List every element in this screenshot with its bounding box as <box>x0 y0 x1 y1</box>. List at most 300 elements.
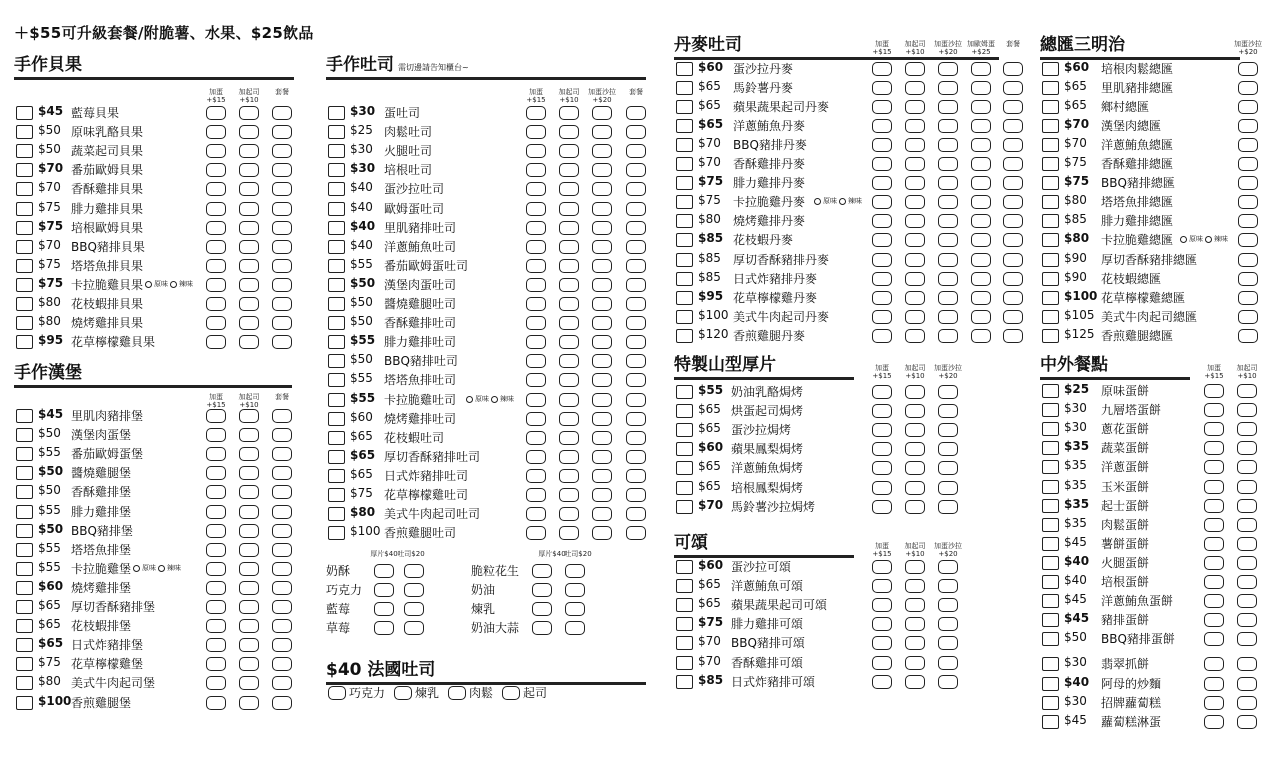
item-checkbox[interactable] <box>676 81 693 95</box>
item-checkbox[interactable] <box>1042 81 1059 95</box>
item-checkbox[interactable] <box>676 310 693 324</box>
option-checkbox[interactable] <box>239 562 259 576</box>
spread-option[interactable] <box>404 602 424 616</box>
option-checkbox[interactable] <box>1237 632 1257 646</box>
item-checkbox[interactable] <box>676 195 693 209</box>
option-checkbox[interactable] <box>559 469 579 483</box>
option-checkbox[interactable] <box>239 600 259 614</box>
spread-option[interactable] <box>532 583 552 597</box>
option-checkbox[interactable] <box>872 195 892 209</box>
option-checkbox[interactable] <box>239 144 259 158</box>
option-checkbox[interactable] <box>1237 518 1257 532</box>
option-checkbox[interactable] <box>592 431 612 445</box>
flavor-options[interactable] <box>466 394 514 404</box>
option-checkbox[interactable] <box>272 581 292 595</box>
option-checkbox[interactable] <box>1237 460 1257 474</box>
option-checkbox[interactable] <box>626 354 646 368</box>
option-checkbox[interactable] <box>1204 594 1224 608</box>
option-checkbox[interactable] <box>626 393 646 407</box>
item-checkbox[interactable] <box>676 291 693 305</box>
spread-option[interactable] <box>374 621 394 635</box>
option-checkbox[interactable] <box>626 259 646 273</box>
option-checkbox[interactable] <box>206 428 226 442</box>
option-checkbox[interactable] <box>1237 613 1257 627</box>
option-checkbox[interactable] <box>206 657 226 671</box>
spread-option[interactable] <box>404 564 424 578</box>
item-checkbox[interactable] <box>676 560 693 574</box>
option-checkbox[interactable] <box>206 335 226 349</box>
option-checkbox[interactable] <box>1003 291 1023 305</box>
option-checkbox[interactable] <box>938 598 958 612</box>
option-checkbox[interactable] <box>938 579 958 593</box>
option-checkbox[interactable] <box>272 297 292 311</box>
option-checkbox[interactable] <box>239 447 259 461</box>
option-checkbox[interactable] <box>905 81 925 95</box>
option-checkbox[interactable] <box>872 157 892 171</box>
option-checkbox[interactable] <box>272 221 292 235</box>
option-checkbox[interactable] <box>938 404 958 418</box>
option-checkbox[interactable] <box>206 182 226 196</box>
option-checkbox[interactable] <box>938 442 958 456</box>
option-checkbox[interactable] <box>938 560 958 574</box>
item-checkbox[interactable] <box>1042 384 1059 398</box>
option-checkbox[interactable] <box>559 373 579 387</box>
item-checkbox[interactable] <box>1042 233 1059 247</box>
item-checkbox[interactable] <box>676 329 693 343</box>
item-checkbox[interactable] <box>16 428 33 442</box>
option-checkbox[interactable] <box>905 329 925 343</box>
option-checkbox[interactable] <box>938 481 958 495</box>
option-checkbox[interactable] <box>1238 176 1258 190</box>
item-checkbox[interactable] <box>328 450 345 464</box>
item-checkbox[interactable] <box>328 431 345 445</box>
option-checkbox[interactable] <box>626 431 646 445</box>
item-checkbox[interactable] <box>676 176 693 190</box>
item-checkbox[interactable] <box>1042 138 1059 152</box>
option-checkbox[interactable] <box>526 182 546 196</box>
option-checkbox[interactable] <box>872 62 892 76</box>
option-checkbox[interactable] <box>905 233 925 247</box>
option-checkbox[interactable] <box>239 676 259 690</box>
option-checkbox[interactable] <box>971 233 991 247</box>
option-checkbox[interactable] <box>239 428 259 442</box>
item-checkbox[interactable] <box>328 259 345 273</box>
option-checkbox[interactable] <box>1237 537 1257 551</box>
option-checkbox[interactable] <box>905 195 925 209</box>
option-checkbox[interactable] <box>905 310 925 324</box>
option-checkbox[interactable] <box>626 221 646 235</box>
option-checkbox[interactable] <box>526 297 546 311</box>
option-checkbox[interactable] <box>626 526 646 540</box>
item-checkbox[interactable] <box>16 600 33 614</box>
french-option-checkbox[interactable] <box>502 686 520 700</box>
option-checkbox[interactable] <box>239 125 259 139</box>
option-checkbox[interactable] <box>905 617 925 631</box>
option-checkbox[interactable] <box>971 272 991 286</box>
option-checkbox[interactable] <box>872 100 892 114</box>
option-checkbox[interactable] <box>1238 253 1258 267</box>
option-checkbox[interactable] <box>905 100 925 114</box>
option-checkbox[interactable] <box>526 221 546 235</box>
option-checkbox[interactable] <box>905 423 925 437</box>
option-checkbox[interactable] <box>559 297 579 311</box>
option-checkbox[interactable] <box>872 461 892 475</box>
option-checkbox[interactable] <box>592 373 612 387</box>
item-checkbox[interactable] <box>16 163 33 177</box>
option-checkbox[interactable] <box>1237 715 1257 729</box>
option-checkbox[interactable] <box>272 240 292 254</box>
option-checkbox[interactable] <box>971 329 991 343</box>
item-checkbox[interactable] <box>16 335 33 349</box>
item-checkbox[interactable] <box>1042 575 1059 589</box>
option-checkbox[interactable] <box>872 617 892 631</box>
option-checkbox[interactable] <box>905 656 925 670</box>
item-checkbox[interactable] <box>16 447 33 461</box>
option-checkbox[interactable] <box>559 450 579 464</box>
option-checkbox[interactable] <box>1237 696 1257 710</box>
option-checkbox[interactable] <box>1237 422 1257 436</box>
option-checkbox[interactable] <box>905 500 925 514</box>
option-checkbox[interactable] <box>559 354 579 368</box>
option-checkbox[interactable] <box>872 560 892 574</box>
option-checkbox[interactable] <box>905 272 925 286</box>
option-checkbox[interactable] <box>272 466 292 480</box>
item-checkbox[interactable] <box>676 62 693 76</box>
option-checkbox[interactable] <box>1237 677 1257 691</box>
option-checkbox[interactable] <box>592 450 612 464</box>
option-checkbox[interactable] <box>239 505 259 519</box>
option-checkbox[interactable] <box>1003 62 1023 76</box>
option-checkbox[interactable] <box>872 385 892 399</box>
option-checkbox[interactable] <box>1204 613 1224 627</box>
option-checkbox[interactable] <box>559 412 579 426</box>
option-checkbox[interactable] <box>1238 81 1258 95</box>
item-checkbox[interactable] <box>328 163 345 177</box>
option-checkbox[interactable] <box>206 221 226 235</box>
item-checkbox[interactable] <box>16 106 33 120</box>
option-checkbox[interactable] <box>592 354 612 368</box>
option-checkbox[interactable] <box>272 524 292 538</box>
spread-option[interactable] <box>565 564 585 578</box>
item-checkbox[interactable] <box>1042 518 1059 532</box>
option-checkbox[interactable] <box>526 354 546 368</box>
item-checkbox[interactable] <box>16 278 33 292</box>
option-checkbox[interactable] <box>626 297 646 311</box>
option-checkbox[interactable] <box>1003 176 1023 190</box>
option-checkbox[interactable] <box>272 447 292 461</box>
option-checkbox[interactable] <box>872 253 892 267</box>
option-checkbox[interactable] <box>272 562 292 576</box>
item-checkbox[interactable] <box>328 144 345 158</box>
option-checkbox[interactable] <box>1204 696 1224 710</box>
option-checkbox[interactable] <box>206 297 226 311</box>
option-checkbox[interactable] <box>1237 657 1257 671</box>
item-checkbox[interactable] <box>1042 480 1059 494</box>
option-checkbox[interactable] <box>592 469 612 483</box>
option-checkbox[interactable] <box>206 696 226 710</box>
option-checkbox[interactable] <box>272 163 292 177</box>
item-checkbox[interactable] <box>676 500 693 514</box>
option-checkbox[interactable] <box>1204 518 1224 532</box>
option-checkbox[interactable] <box>592 163 612 177</box>
item-checkbox[interactable] <box>16 144 33 158</box>
item-checkbox[interactable] <box>328 297 345 311</box>
option-checkbox[interactable] <box>938 100 958 114</box>
spread-option[interactable] <box>374 602 394 616</box>
option-checkbox[interactable] <box>872 500 892 514</box>
option-checkbox[interactable] <box>592 335 612 349</box>
option-checkbox[interactable] <box>559 526 579 540</box>
option-checkbox[interactable] <box>1003 310 1023 324</box>
option-checkbox[interactable] <box>626 240 646 254</box>
option-checkbox[interactable] <box>592 125 612 139</box>
option-checkbox[interactable] <box>1003 81 1023 95</box>
option-checkbox[interactable] <box>1204 537 1224 551</box>
option-checkbox[interactable] <box>1204 422 1224 436</box>
item-checkbox[interactable] <box>16 619 33 633</box>
flavor-radio[interactable] <box>839 198 846 205</box>
option-checkbox[interactable] <box>872 310 892 324</box>
option-checkbox[interactable] <box>971 195 991 209</box>
option-checkbox[interactable] <box>872 291 892 305</box>
item-checkbox[interactable] <box>1042 422 1059 436</box>
item-checkbox[interactable] <box>1042 556 1059 570</box>
option-checkbox[interactable] <box>206 676 226 690</box>
option-checkbox[interactable] <box>559 125 579 139</box>
option-checkbox[interactable] <box>526 240 546 254</box>
option-checkbox[interactable] <box>872 404 892 418</box>
item-checkbox[interactable] <box>328 354 345 368</box>
option-checkbox[interactable] <box>905 481 925 495</box>
item-checkbox[interactable] <box>328 221 345 235</box>
option-checkbox[interactable] <box>559 335 579 349</box>
item-checkbox[interactable] <box>1042 657 1059 671</box>
item-checkbox[interactable] <box>676 617 693 631</box>
option-checkbox[interactable] <box>526 125 546 139</box>
item-checkbox[interactable] <box>328 335 345 349</box>
option-checkbox[interactable] <box>938 617 958 631</box>
option-checkbox[interactable] <box>239 409 259 423</box>
option-checkbox[interactable] <box>938 656 958 670</box>
item-checkbox[interactable] <box>16 676 33 690</box>
option-checkbox[interactable] <box>938 233 958 247</box>
option-checkbox[interactable] <box>592 182 612 196</box>
option-checkbox[interactable] <box>1238 310 1258 324</box>
option-checkbox[interactable] <box>1204 460 1224 474</box>
option-checkbox[interactable] <box>239 163 259 177</box>
option-checkbox[interactable] <box>206 466 226 480</box>
item-checkbox[interactable] <box>1042 403 1059 417</box>
option-checkbox[interactable] <box>872 636 892 650</box>
option-checkbox[interactable] <box>872 598 892 612</box>
option-checkbox[interactable] <box>1003 100 1023 114</box>
option-checkbox[interactable] <box>272 485 292 499</box>
option-checkbox[interactable] <box>1003 214 1023 228</box>
option-checkbox[interactable] <box>938 423 958 437</box>
option-checkbox[interactable] <box>559 182 579 196</box>
item-checkbox[interactable] <box>328 469 345 483</box>
item-checkbox[interactable] <box>676 233 693 247</box>
spread-option[interactable] <box>374 583 394 597</box>
item-checkbox[interactable] <box>676 598 693 612</box>
spread-option[interactable] <box>532 621 552 635</box>
option-checkbox[interactable] <box>272 278 292 292</box>
item-checkbox[interactable] <box>1042 119 1059 133</box>
option-checkbox[interactable] <box>1237 384 1257 398</box>
option-checkbox[interactable] <box>239 106 259 120</box>
item-checkbox[interactable] <box>1042 272 1059 286</box>
option-checkbox[interactable] <box>592 240 612 254</box>
item-checkbox[interactable] <box>1042 715 1059 729</box>
option-checkbox[interactable] <box>239 297 259 311</box>
item-checkbox[interactable] <box>1042 157 1059 171</box>
option-checkbox[interactable] <box>272 409 292 423</box>
item-checkbox[interactable] <box>1042 195 1059 209</box>
item-checkbox[interactable] <box>1042 176 1059 190</box>
item-checkbox[interactable] <box>16 182 33 196</box>
option-checkbox[interactable] <box>239 581 259 595</box>
option-checkbox[interactable] <box>559 488 579 502</box>
option-checkbox[interactable] <box>626 469 646 483</box>
option-checkbox[interactable] <box>206 316 226 330</box>
flavor-radio[interactable] <box>466 396 473 403</box>
option-checkbox[interactable] <box>1003 157 1023 171</box>
option-checkbox[interactable] <box>526 163 546 177</box>
option-checkbox[interactable] <box>592 488 612 502</box>
item-checkbox[interactable] <box>1042 291 1059 305</box>
option-checkbox[interactable] <box>526 202 546 216</box>
item-checkbox[interactable] <box>1042 696 1059 710</box>
option-checkbox[interactable] <box>938 62 958 76</box>
option-checkbox[interactable] <box>905 157 925 171</box>
option-checkbox[interactable] <box>272 316 292 330</box>
item-checkbox[interactable] <box>328 393 345 407</box>
option-checkbox[interactable] <box>1238 233 1258 247</box>
item-checkbox[interactable] <box>676 138 693 152</box>
option-checkbox[interactable] <box>592 412 612 426</box>
option-checkbox[interactable] <box>626 488 646 502</box>
option-checkbox[interactable] <box>1237 575 1257 589</box>
option-checkbox[interactable] <box>239 524 259 538</box>
flavor-radio[interactable] <box>814 198 821 205</box>
option-checkbox[interactable] <box>526 393 546 407</box>
option-checkbox[interactable] <box>272 696 292 710</box>
item-checkbox[interactable] <box>16 240 33 254</box>
item-checkbox[interactable] <box>676 442 693 456</box>
item-checkbox[interactable] <box>328 373 345 387</box>
french-option[interactable] <box>394 684 439 701</box>
option-checkbox[interactable] <box>559 431 579 445</box>
option-checkbox[interactable] <box>1003 272 1023 286</box>
item-checkbox[interactable] <box>16 638 33 652</box>
item-checkbox[interactable] <box>1042 537 1059 551</box>
option-checkbox[interactable] <box>592 278 612 292</box>
item-checkbox[interactable] <box>1042 613 1059 627</box>
option-checkbox[interactable] <box>526 259 546 273</box>
option-checkbox[interactable] <box>1238 100 1258 114</box>
option-checkbox[interactable] <box>526 488 546 502</box>
option-checkbox[interactable] <box>272 106 292 120</box>
option-checkbox[interactable] <box>1204 556 1224 570</box>
item-checkbox[interactable] <box>328 125 345 139</box>
option-checkbox[interactable] <box>206 581 226 595</box>
option-checkbox[interactable] <box>592 297 612 311</box>
option-checkbox[interactable] <box>206 619 226 633</box>
option-checkbox[interactable] <box>592 202 612 216</box>
item-checkbox[interactable] <box>676 157 693 171</box>
option-checkbox[interactable] <box>626 106 646 120</box>
item-checkbox[interactable] <box>1042 329 1059 343</box>
item-checkbox[interactable] <box>16 221 33 235</box>
option-checkbox[interactable] <box>272 505 292 519</box>
item-checkbox[interactable] <box>1042 441 1059 455</box>
option-checkbox[interactable] <box>1003 119 1023 133</box>
item-checkbox[interactable] <box>16 466 33 480</box>
option-checkbox[interactable] <box>526 106 546 120</box>
option-checkbox[interactable] <box>872 579 892 593</box>
option-checkbox[interactable] <box>239 182 259 196</box>
option-checkbox[interactable] <box>905 214 925 228</box>
item-checkbox[interactable] <box>328 240 345 254</box>
option-checkbox[interactable] <box>239 485 259 499</box>
option-checkbox[interactable] <box>559 259 579 273</box>
option-checkbox[interactable] <box>905 461 925 475</box>
option-checkbox[interactable] <box>938 119 958 133</box>
option-checkbox[interactable] <box>592 259 612 273</box>
option-checkbox[interactable] <box>872 176 892 190</box>
item-checkbox[interactable] <box>16 259 33 273</box>
option-checkbox[interactable] <box>905 253 925 267</box>
item-checkbox[interactable] <box>676 675 693 689</box>
option-checkbox[interactable] <box>559 163 579 177</box>
option-checkbox[interactable] <box>1003 253 1023 267</box>
option-checkbox[interactable] <box>938 310 958 324</box>
option-checkbox[interactable] <box>559 393 579 407</box>
option-checkbox[interactable] <box>272 202 292 216</box>
option-checkbox[interactable] <box>206 562 226 576</box>
option-checkbox[interactable] <box>971 176 991 190</box>
item-checkbox[interactable] <box>328 488 345 502</box>
flavor-options[interactable] <box>1180 234 1228 244</box>
spread-option[interactable] <box>565 602 585 616</box>
option-checkbox[interactable] <box>905 119 925 133</box>
option-checkbox[interactable] <box>592 526 612 540</box>
item-checkbox[interactable] <box>676 385 693 399</box>
item-checkbox[interactable] <box>676 100 693 114</box>
option-checkbox[interactable] <box>938 157 958 171</box>
item-checkbox[interactable] <box>16 409 33 423</box>
option-checkbox[interactable] <box>905 560 925 574</box>
option-checkbox[interactable] <box>938 500 958 514</box>
spread-option[interactable] <box>532 602 552 616</box>
option-checkbox[interactable] <box>559 106 579 120</box>
item-checkbox[interactable] <box>328 202 345 216</box>
item-checkbox[interactable] <box>676 272 693 286</box>
item-checkbox[interactable] <box>328 507 345 521</box>
option-checkbox[interactable] <box>206 125 226 139</box>
option-checkbox[interactable] <box>971 291 991 305</box>
item-checkbox[interactable] <box>676 656 693 670</box>
item-checkbox[interactable] <box>16 696 33 710</box>
option-checkbox[interactable] <box>1238 62 1258 76</box>
french-option-checkbox[interactable] <box>328 686 346 700</box>
option-checkbox[interactable] <box>626 450 646 464</box>
flavor-options[interactable] <box>145 279 193 289</box>
option-checkbox[interactable] <box>1204 403 1224 417</box>
option-checkbox[interactable] <box>559 507 579 521</box>
option-checkbox[interactable] <box>626 507 646 521</box>
item-checkbox[interactable] <box>676 214 693 228</box>
